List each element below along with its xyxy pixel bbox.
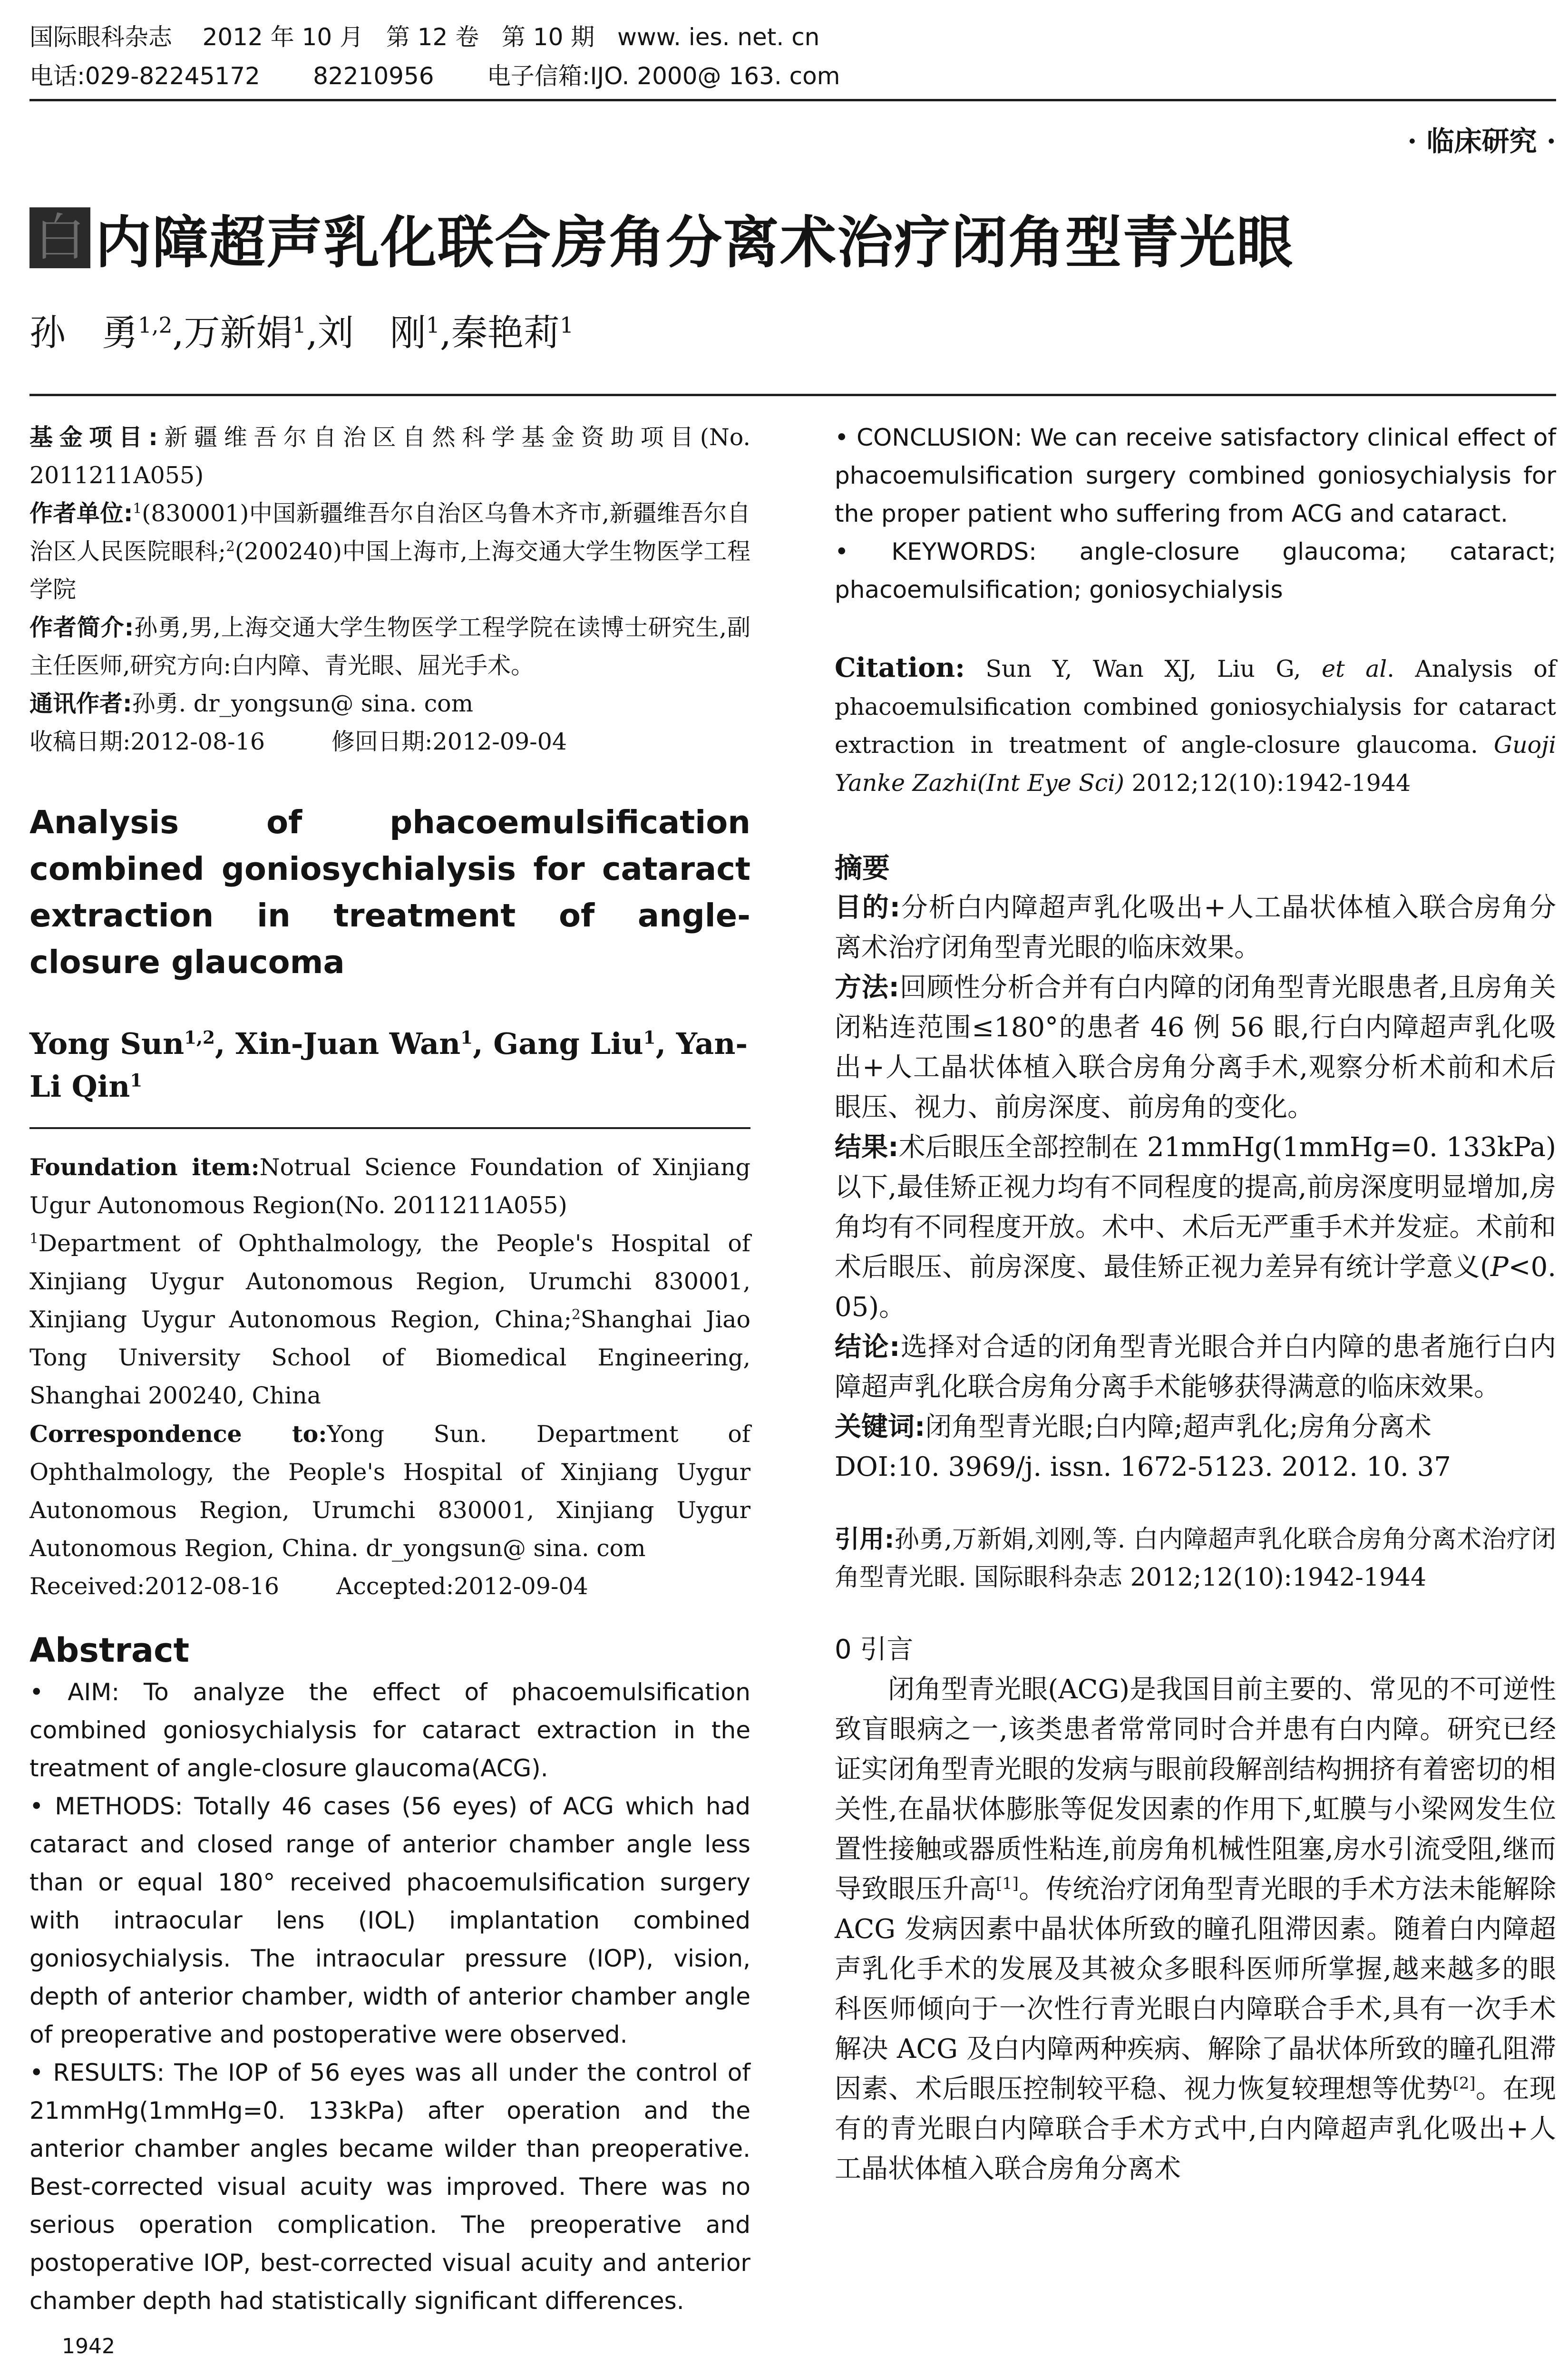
foundation-rule xyxy=(29,1127,750,1129)
unit-cn: 作者单位:$^1$(830001)中国新疆维吾尔自治区乌鲁木齐市,新疆维吾尔自治区人民医院眼科;$^2$(200240)中国上海市,上海交通大学生物医学工程学院 xyxy=(29,500,750,603)
abstract-cn-aim: 目的:分析白内障超声乳化吸出+人工晶状体植入联合房角分离术治疗闭角型青光眼的临床效果。 xyxy=(835,892,1556,963)
abstract-results: • RESULTS: The IOP of 56 eyes was all under the control of 21mmHg(1mmHg=0. 133kPa) after operation and the anterior chamber angles became wilder than preoperative. Best-corrected visual acuity was improved. There was no serious operation complication. The preoperative and postoperative IOP, best-corrected visual acuity and anterior chamber depth had statistically significant differences. xyxy=(29,2059,750,2315)
citation-cn: 引用:孙勇,万新娟,刘刚,等. 白内障超声乳化联合房角分离术治疗闭角型青光眼. 国际眼科杂志 2012;12(10):1942-1944 xyxy=(835,1525,1557,1592)
title-text: 内障超声乳化联合房角分离术治疗闭角型青光眼 xyxy=(95,210,1294,275)
abstract-cn-conclusion: 结论:选择对合适的闭角型青光眼合并白内障的患者施行白内障超声乳化联合房角分离手术能够获得满意的临床效果。 xyxy=(835,1332,1556,1403)
page-number: 1942 xyxy=(62,2334,115,2358)
authors-rule xyxy=(29,394,1556,396)
author-cn-1-aff: 1,2 xyxy=(138,312,173,338)
intro-heading: 0 引言 xyxy=(835,1634,914,1665)
author-cn-3-aff: 1 xyxy=(426,312,440,338)
journal-header-line1: 国际眼科杂志 2012 年 10 月 第 12 卷 第 10 期 www. ies. net. cn xyxy=(29,23,820,51)
corr-en: Correspondence to:Yong Sun. Department of Ophthalmology, the People's Hospital of Xinjiang Uygur Autonomous Region, Urumchi 830001, Xinjiang Uygur Autonomous Region, China. dr_yongsun@ sina. com xyxy=(29,1420,751,1562)
right-column xyxy=(835,419,1556,2189)
abstract-methods: • METHODS: Totally 46 cases (56 eyes) of ACG which had cataract and closed range of anterior chamber angle less than or equal 180° received phacoemulsification surgery with intraocular lens (IOL) implantation combined goniosychialysis. The intraocular pressure (IOP), vision, depth of anterior chamber, width of anterior chamber angle of preoperative and postoperative were observed. xyxy=(29,1792,750,2048)
abstract-heading: Abstract xyxy=(29,1631,190,1670)
dept-en: $^1$Department of Ophthalmology, the People's Hospital of Xinjiang Uygur Autonomous Region, Urumchi 830001, Xinjiang Uygur Autonomous Region, China;$^2$Shanghai Jiao Tong University School of Biomedical Engineering, Shanghai 200240, China xyxy=(29,1230,750,1409)
authors-cn xyxy=(29,307,574,359)
fund-cn: 基金项目:新疆维吾尔自治区自然科学基金资助项目(No. 2011211A055) xyxy=(29,424,750,489)
author-en-2: , Xin-Juan Wan xyxy=(214,1026,461,1061)
section-label: · 临床研究 · xyxy=(1407,125,1556,157)
abstract-en-left xyxy=(29,1673,750,2320)
english-title: Analysis of phacoemulsification combined goniosychialysis for cataract extraction in treatment of angle-closure glaucoma xyxy=(29,804,750,981)
authors-en: Yong Sun$^{1,2}$, Xin-Juan Wan$^1$, Gang Liu$^1$, Yan-Li Qin$^1$ xyxy=(29,1026,748,1104)
author-cn-4-aff: 1 xyxy=(560,312,574,338)
author-cn-4: ,秦艳莉 xyxy=(439,312,560,354)
abstract-en-right xyxy=(835,419,1556,609)
abstract-keywords: • KEYWORDS: angle-closure glaucoma; cataract; phacoemulsification; goniosychialysis xyxy=(835,538,1556,604)
abstract-aim: • AIM: To analyze the effect of phacoemulsification combined goniosychialysis for cataract extraction in the treatment of angle-closure glaucoma(ACG). xyxy=(29,1678,750,1782)
foundation-en-block xyxy=(29,1148,750,1606)
abstract-cn-methods: 方法:回顾性分析合并有白内障的闭角型青光眼患者,且房角关闭粘连范围≤180°的患者 46 例 56 眼,行白内障超声乳化吸出+人工晶状体植入联合房角分离手术,观察分析术前和术后眼压、视力、前房深度、前房角的变化。 xyxy=(835,972,1556,1123)
intro-paragraph: 闭角型青光眼(ACG)是我国目前主要的、常见的不可逆性致盲眼病之一,该类患者常常同时合并患有白内障。研究已经证实闭角型青光眼的发病与眼前段解剖结构拥挤有着密切的相关性,在晶状体膨胀等促发因素的作用下,虹膜与小梁网发生位置性接触或器质性粘连,前房角机械性阻塞,房水引流受阻,继而导致眼压升高[1]。传统治疗闭角型青光眼的手术方法未能解除 ACG 发病因素中晶状体所致的瞳孔阻滞因素。随着白内障超声乳化手术的发展及其被众多眼科医师所掌握,越来越多的眼科医师倾向于一次性行青光眼白内障联合手术,具有一次手术解决 ACG 及白内障两种疾病、解除了晶状体所致的瞳孔阻滞因素、术后眼压控制较平稳、视力恢复较理想等优势[2]。在现有的青光眼白内障联合手术方式中,白内障超声乳化吸出+人工晶状体植入联合房角分离术 xyxy=(835,1674,1557,2184)
article-title xyxy=(29,205,1294,275)
left-column xyxy=(29,419,750,2320)
author-cn-3: ,刘 刚 xyxy=(306,312,426,354)
abstract-cn-results: 结果:术后眼压全部控制在 21mmHg(1mmHg=0. 133kPa)以下,最佳矫正视力均有不同程度的提高,前房深度明显增加,房角均有不同程度开放。术中、术后无严重手术并发症。术前和术后眼压、前房深度、最佳矫正视力差异有统计学意义(P<0. 05)。 xyxy=(835,1132,1556,1323)
author-cn-2: ,万新娟 xyxy=(172,312,292,354)
dates-en: Received:2012-08-16 Accepted:2012-09-04 xyxy=(29,1573,588,1600)
author-en-4: , Yan-Li Qin xyxy=(29,1026,748,1104)
ref-1: [1] xyxy=(996,1874,1019,1893)
info-cn-block xyxy=(29,419,750,761)
abstract-cn-block xyxy=(835,888,1556,1487)
fund-en: Foundation item:Notrual Science Foundation of Xinjiang Ugur Autonomous Region(No. 2011211A055) xyxy=(29,1153,750,1219)
dates-cn: 收稿日期:2012-08-16 修回日期:2012-09-04 xyxy=(29,728,567,755)
ref-2: [2] xyxy=(1452,2074,1476,2093)
abstract-cn-keywords: 关键词:闭角型青光眼;白内障;超声乳化;房角分离术 xyxy=(835,1412,1432,1442)
title-drop-box: 白 xyxy=(29,207,90,268)
abstract-conclusion: • CONCLUSION: We can receive satisfactory clinical effect of phacoemulsification surgery combined goniosychialysis for the proper patient who suffering from ACG and cataract. xyxy=(835,424,1556,527)
abstract-cn-doi: DOI:10. 3969/j. issn. 1672-5123. 2012. 10. 37 xyxy=(835,1452,1451,1482)
abstract-cn-heading: 摘要 xyxy=(835,852,890,884)
author-en-3: , Gang Liu xyxy=(473,1026,643,1061)
author-en-1: Yong Sun xyxy=(29,1026,185,1061)
bio-cn: 作者简介:孙勇,男,上海交通大学生物医学工程学院在读博士研究生,副主任医师,研究方向:白内障、青光眼、屈光手术。 xyxy=(29,614,750,679)
corr-cn: 通讯作者:孙勇. dr_yongsun@ sina. com xyxy=(29,690,474,717)
author-cn-2-aff: 1 xyxy=(292,312,306,338)
citation-en: Citation: Sun Y, Wan XJ, Liu G, et al. Analysis of phacoemulsification combined goniosychialysis for cataract extraction in treatment of angle-closure glaucoma. Guoji Yanke Zazhi(Int Eye Sci) 2012;12(10):1942-1944 xyxy=(835,652,1557,797)
author-cn-1: 孙 勇 xyxy=(29,312,138,354)
journal-header-line2: 电话:029-82245172 82210956 电子信箱:IJO. 2000@ 163. com xyxy=(29,62,840,90)
header-rule xyxy=(29,99,1556,101)
